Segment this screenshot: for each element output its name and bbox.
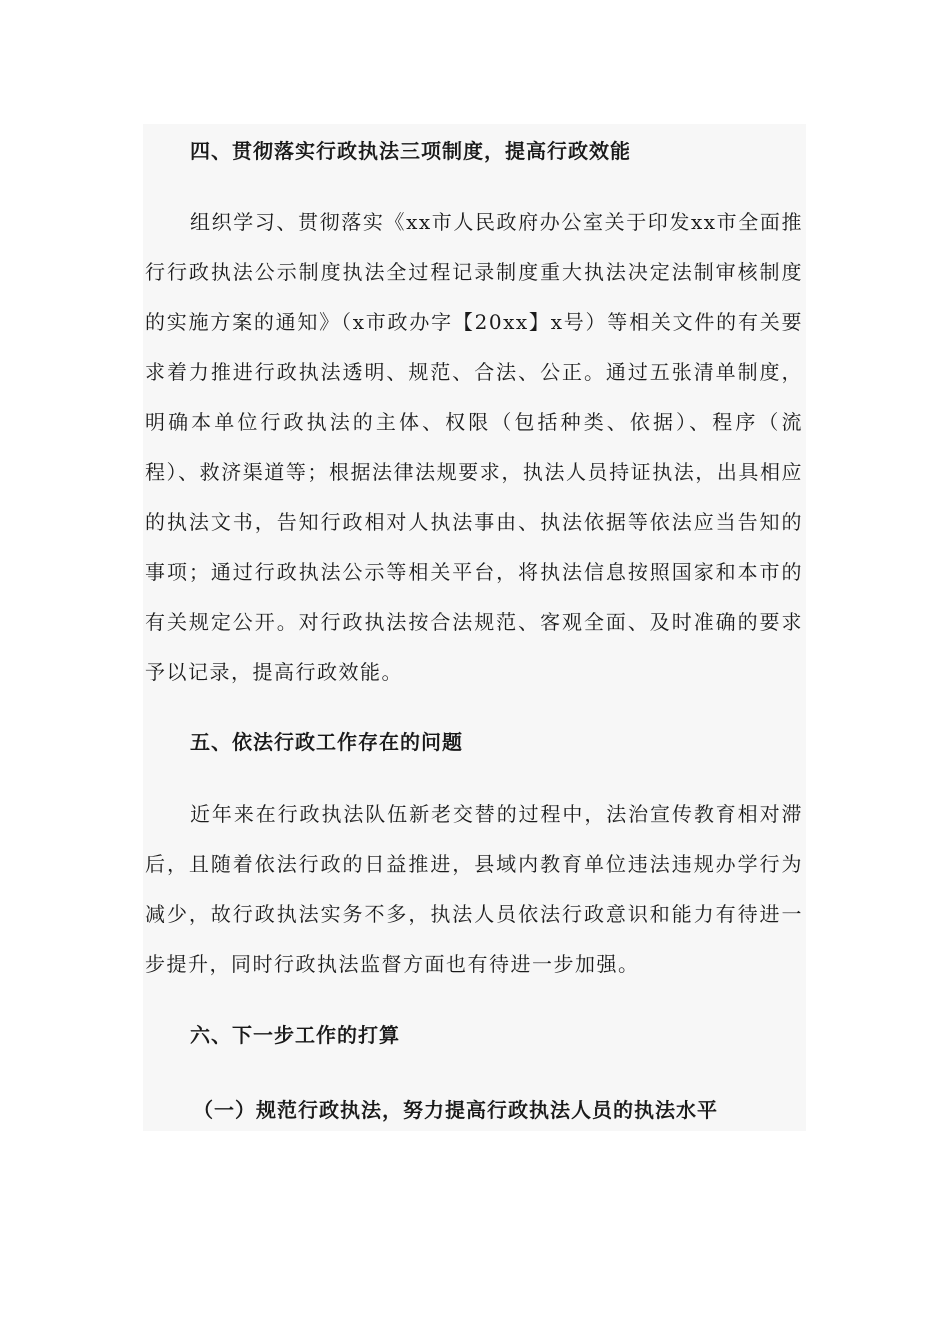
section-body-4: 组织学习、贯彻落实《xx市人民政府办公室关于印发xx市全面推行行政执法公示制度执法全过程记录制度重大执法决定法制审核制度的实施方案的通知》（x市政办字【20xx】x号）等相关文件的有关要求着力推进行政执法透明、规范、合法、公正。通过五张清单制度，明确本单位行政执法的主体、权限（包括种类、依据）、程序（流程）、救济渠道等；根据法律法规要求，执法人员持证执法，出具相应的执法文书，告知行政相对人执法事由、执法依据等依法应当告知的事项；通过行政执法公示等相关平台，将执法信息按照国家和本市的有关规定公开。对行政执法按合法规范、客观全面、及时准确的要求予以记录，提高行政效能。 [145, 210, 803, 684]
section-heading-4: 四、贯彻落实行政执法三项制度，提高行政效能 [190, 139, 631, 163]
section-subheading-6-1: （一）规范行政执法，努力提高行政执法人员的执法水平 [193, 1098, 718, 1122]
section-heading-6: 六、下一步工作的打算 [190, 1023, 400, 1047]
document-page [143, 124, 806, 1131]
section-body-5: 近年来在行政执法队伍新老交替的过程中，法治宣传教育相对滞后，且随着依法行政的日益推进，县域内教育单位违法违规办学行为减少，故行政执法实务不多，执法人员依法行政意识和能力有待进一步提升，同时行政执法监督方面也有待进一步加强。 [145, 802, 803, 976]
section-heading-5: 五、依法行政工作存在的问题 [190, 730, 463, 754]
